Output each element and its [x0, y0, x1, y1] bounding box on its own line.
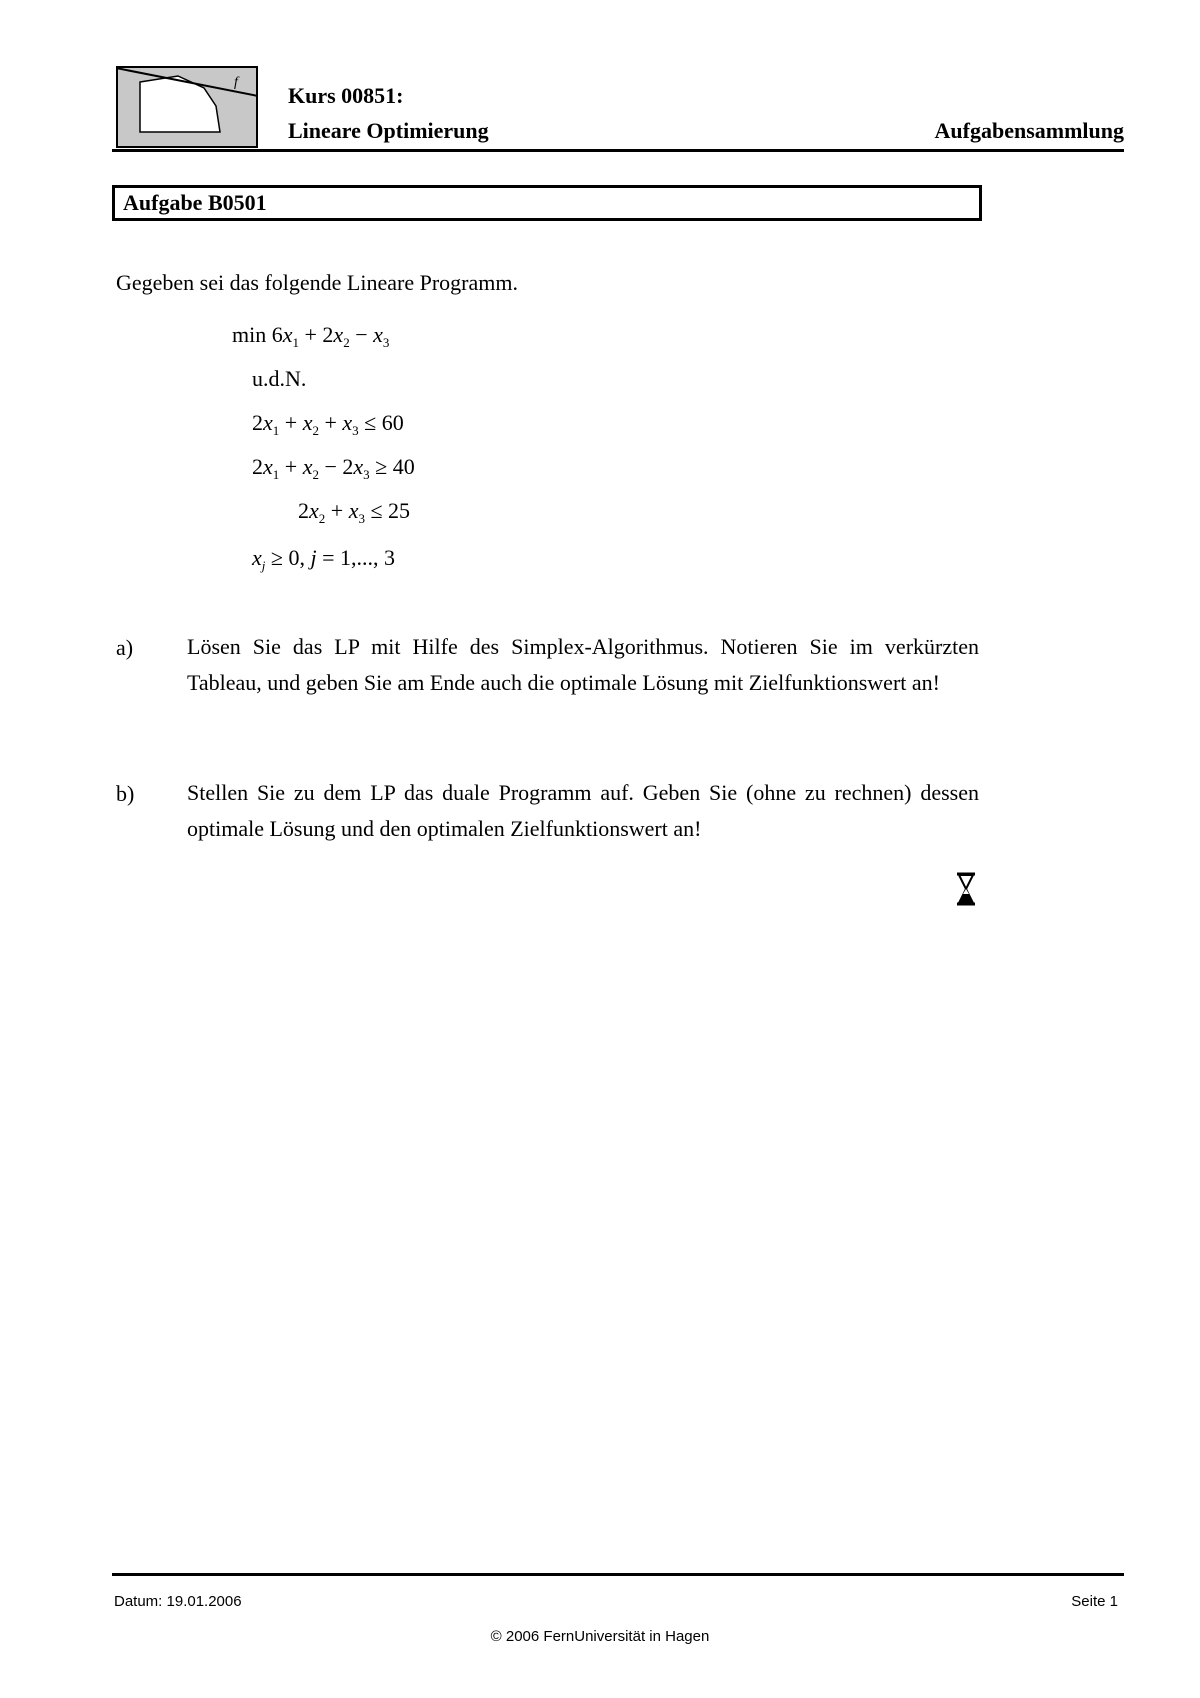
course-title: Lineare Optimierung: [288, 118, 489, 143]
lp-constraint-1: $2x_1 + x_2 + x_3 \le 60$: [252, 410, 404, 438]
task-title-box: [112, 185, 982, 221]
logo-label: f: [234, 75, 238, 90]
course-number: Kurs 00851:: [288, 83, 404, 108]
item-b-label: b): [116, 781, 135, 806]
footer-page: Seite 1: [1071, 1593, 1118, 1610]
task-intro: Gegeben sei das folgende Lineare Programm.: [116, 270, 518, 295]
footer-date: Datum: 19.01.2006: [114, 1593, 242, 1610]
lp-constraint-3: $2x_2 + x_3 \le 25$: [298, 498, 411, 526]
hourglass-icon: [955, 872, 977, 906]
item-b-text: Stellen Sie zu dem LP das duale Programm auf. Geben Sie (ohne zu rechnen) dessen optimale Lösung und den optimalen Zielfunktionswert an!: [187, 780, 979, 841]
header-rule: [112, 149, 1124, 152]
lp-subject-to: u.d.N.: [252, 366, 307, 391]
collection-label: Aufgabensammlung: [934, 118, 1124, 143]
item-a-text: Lösen Sie das LP mit Hilfe des Simplex-Algorithmus. Notieren Sie im verkürzten Tableau, und geben Sie am Ende auch die optimale Lösung mit Zielfunktionswert an!: [187, 634, 979, 695]
course-logo: [116, 66, 258, 148]
lp-nonnegativity: $x_j \ge 0$, j = 1,..., 3: [252, 545, 396, 573]
lp-constraint-2: $2x_1 + x_2 - 2x_3 \ge 40$: [252, 454, 415, 482]
task-title: Aufgabe B0501: [123, 190, 267, 215]
item-a-label: a): [116, 635, 134, 660]
lp-objective: $\min 6x_1 + 2x_2 - x_3$: [232, 322, 390, 350]
footer-copyright: © 2006 FernUniversität in Hagen: [490, 1628, 710, 1645]
footer-rule: [112, 1573, 1124, 1576]
